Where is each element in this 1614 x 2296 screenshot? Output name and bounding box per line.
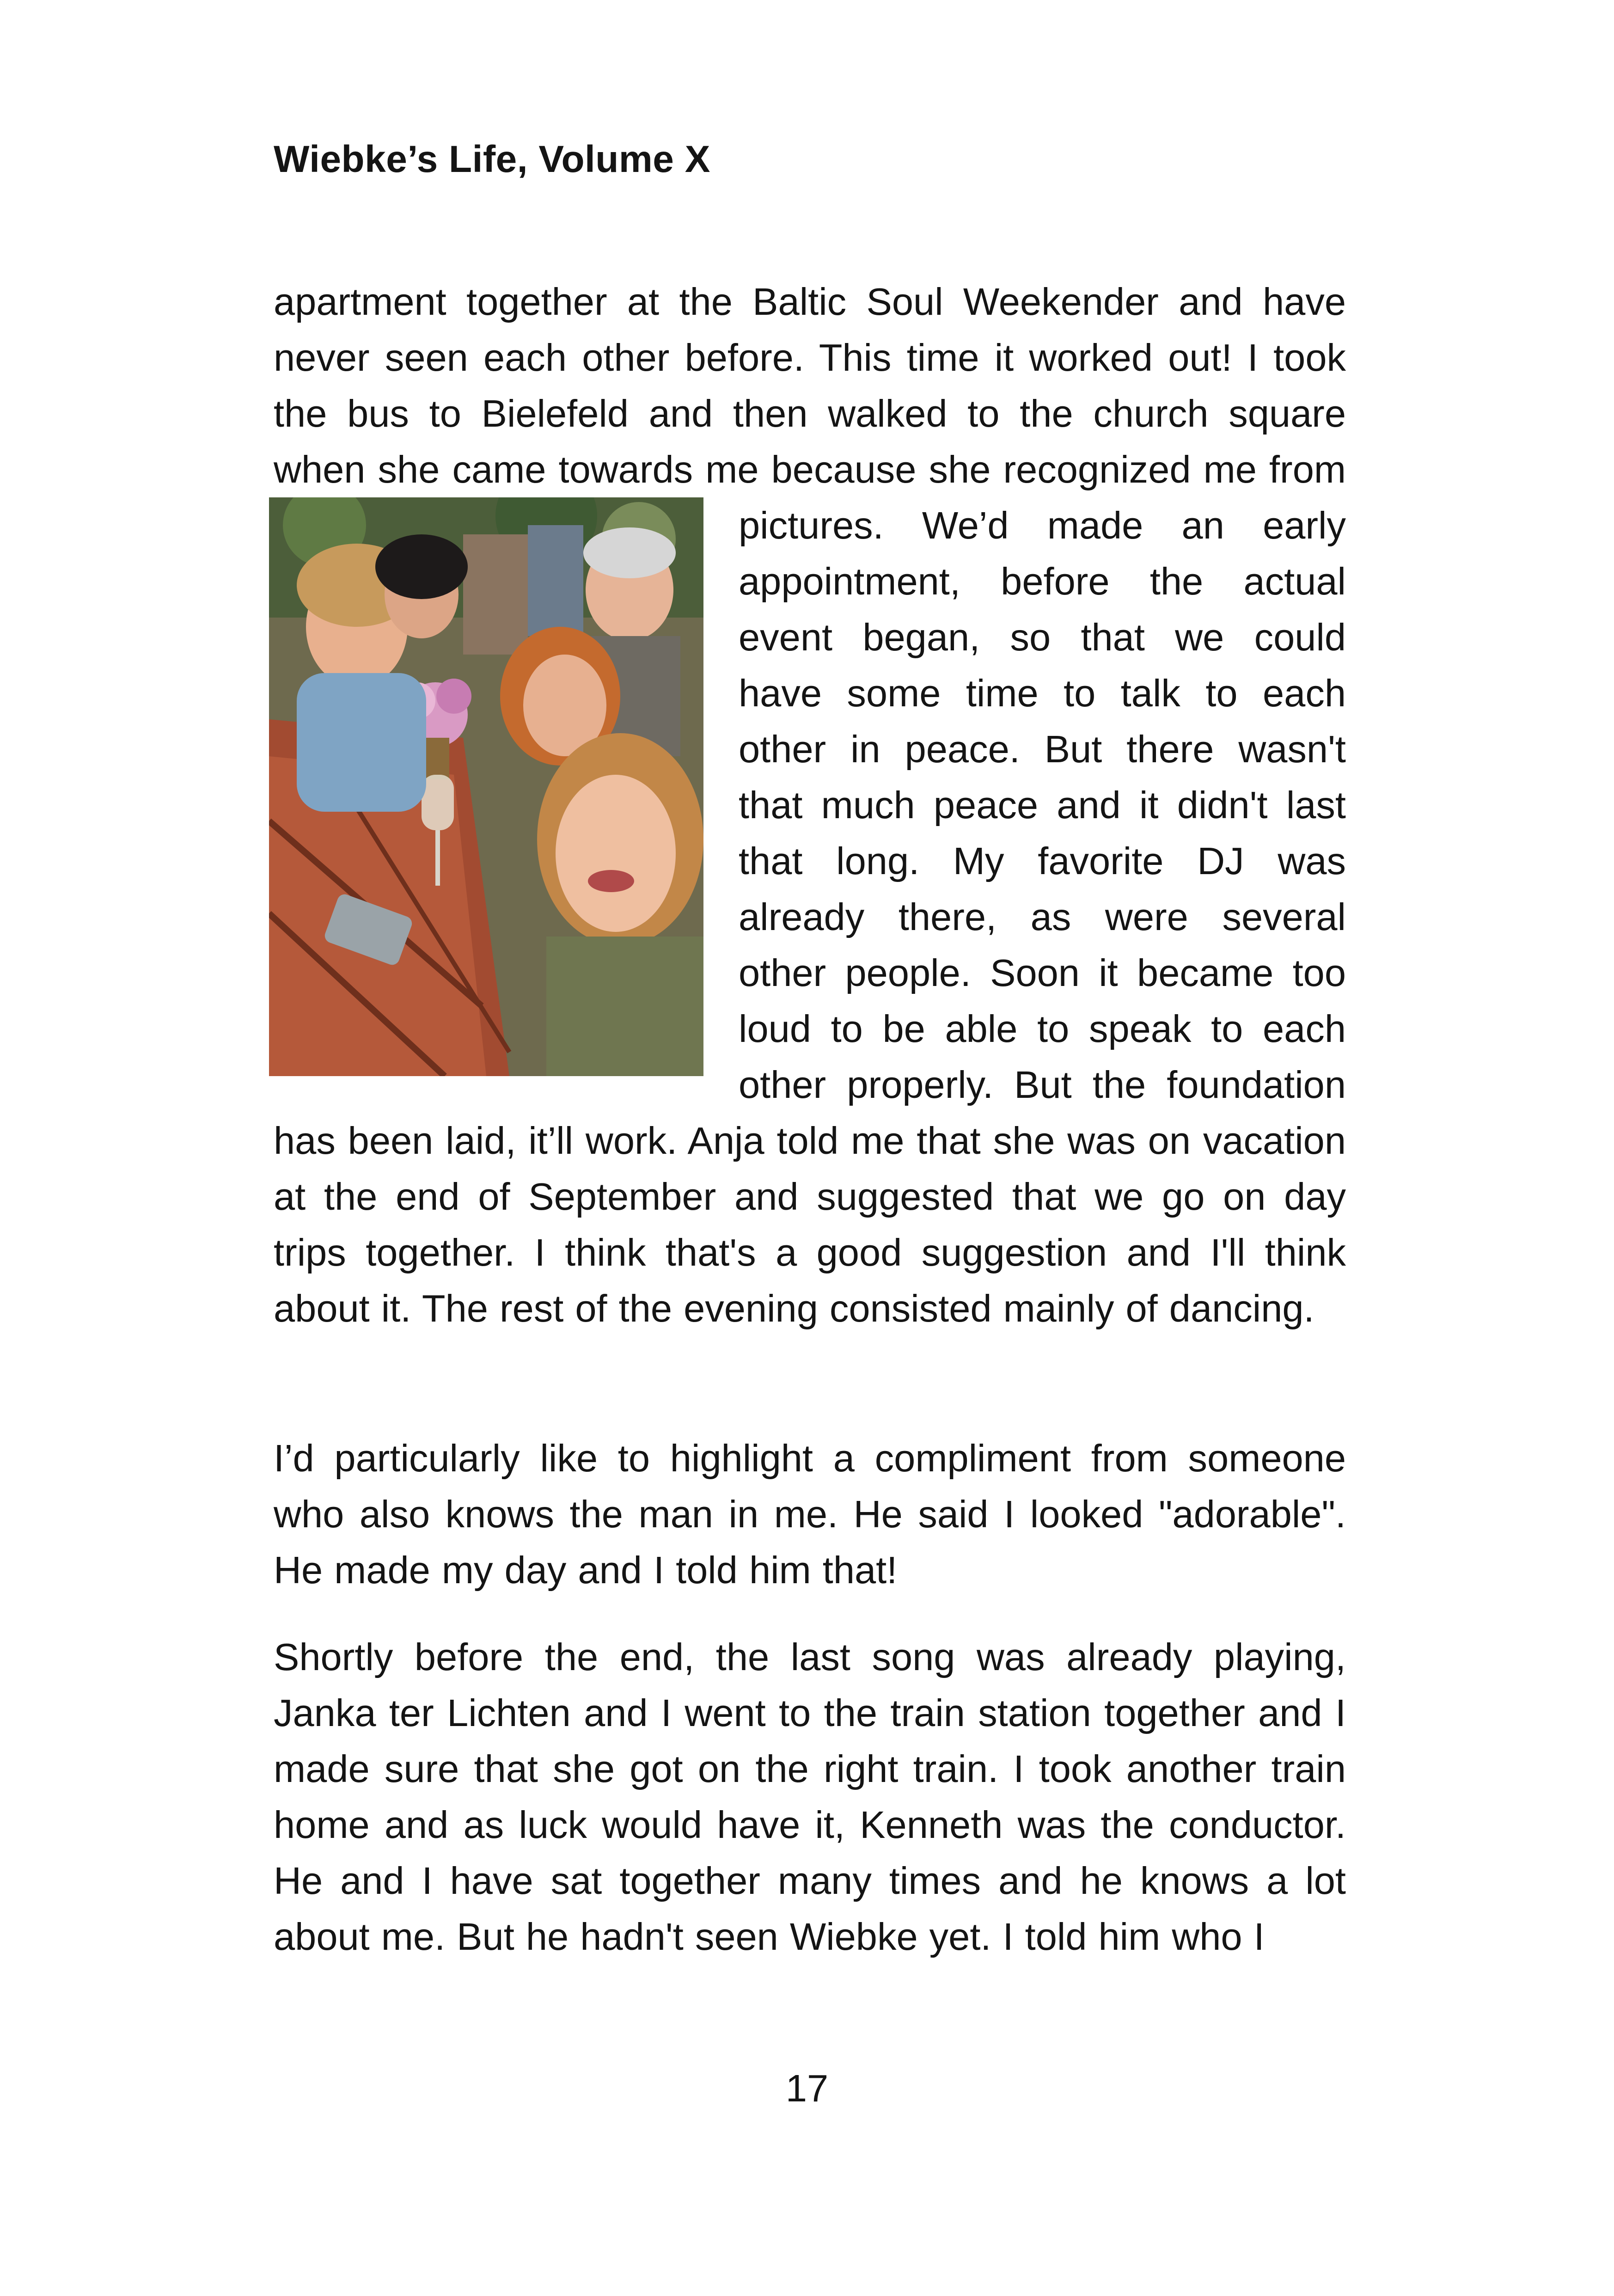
paragraph-3 xyxy=(274,1629,1346,1965)
paragraph-2-text: I’d particularly like to highlight a compliment from someone who also knows the man in me. He said I looked "adorable". He made my day and I told him that! xyxy=(274,1437,1346,1592)
paragraph-2 xyxy=(274,1430,1346,1598)
page-number: 17 xyxy=(785,2067,829,2110)
running-header: Wiebke’s Life, Volume X xyxy=(274,138,710,180)
paragraph-1-text: apartment together at the Baltic Soul Weekender and have never seen each other before. This time it worked out! I took the bus to Bielefeld and then walked to the church square when she came towards me because she recognized me from pictures. We’d made an early appointment, before the actual event began, so that we could have some time to talk to each other in peace. But there wasn't that much peace and it didn't last that long. My favorite DJ was already there, as were several other people. Soon it became too loud to be able to speak to each other properly. But the foundation has been laid, it’ll work. Anja told me that she was on vacation at the end of September and suggested that we go on day trips together. I think that's a good suggestion and I'll think about it. The rest of the evening consisted mainly of dancing. xyxy=(274,280,1346,1330)
paragraph-1 xyxy=(274,274,1346,1336)
group-selfie-image xyxy=(269,497,703,1076)
selfie-photo xyxy=(269,497,703,1076)
paragraph-3-text: Shortly before the end, the last song was already playing, Janka ter Lichten and I went to the train station together and I made sure that she got on the right train. I took another train home and as luck would have it, Kenneth was the conductor. He and I have sat together many times and he knows a lot about me. But he hadn't seen Wiebke yet. I told him who I xyxy=(274,1635,1346,1958)
